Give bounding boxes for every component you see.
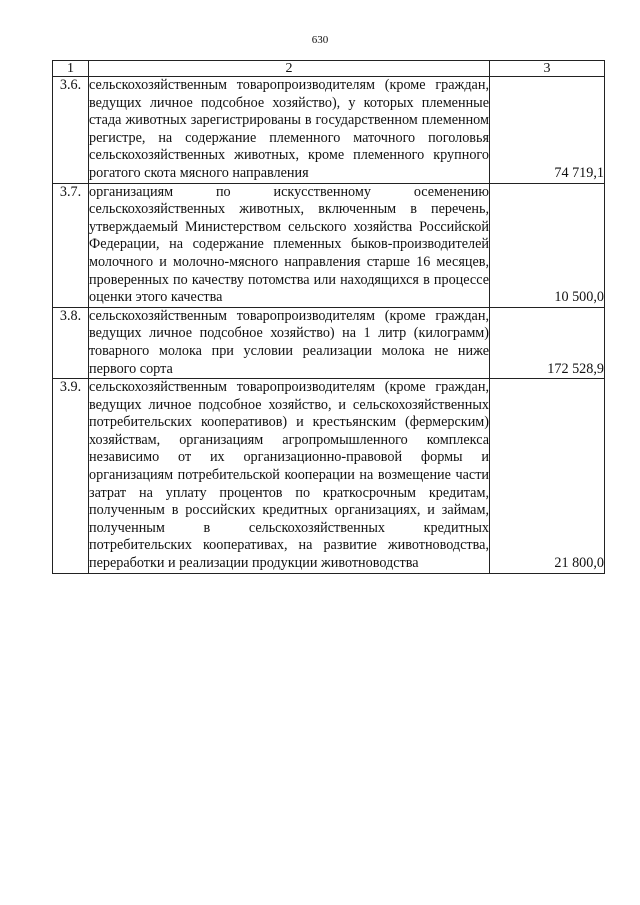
budget-table [52,60,605,574]
row-amount: 74 719,1 [490,77,605,184]
table-row [53,77,605,184]
table-row [53,307,605,378]
column-header-2: 2 [89,61,490,77]
row-description: сельскохозяйственным товаропроизводителям (кроме граждан, ведущих личное подсобное хозяйство, и сельскохозяйственных потребительских кооперативов) и крестьянским (фермерским) хозяйствам, организациям агропромышленного комплекса независимо от их организационно-правовой формы и организациям потребительской кооперации на возмещение части затрат на уплату процентов по краткосрочным кредитам, полученным в российских кредитных организациях, и займам, полученным в сельскохозяйственных кредитных потребительских кооперативах, на развитие животноводства, переработки и реализации продукции животноводства [89,379,490,574]
row-description: организациям по искусственному осеменению сельскохозяйственных животных, включенным в перечень, утверждаемый Министерством сельского хозяйства Российской Федерации, на содержание племенных быков-производителей молочного и молочно-мясного направления старше 16 месяцев, проверенных по качеству потомства или находящихся в процессе оценки этого качества [89,183,490,307]
row-description: сельскохозяйственным товаропроизводителям (кроме граждан, ведущих личное подсобное хозяйство), у которых племенные стада животных зарегистрированы в государственном племенном регистре, на содержание племенного маточного поголовья сельскохозяйственных животных, кроме племенного крупного рогатого скота мясного направления [89,77,490,184]
column-header-3: 3 [490,61,605,77]
page-number: 630 [311,34,329,46]
table-row [53,183,605,307]
table-row [53,379,605,574]
row-amount: 172 528,9 [490,307,605,378]
row-number: 3.6. [53,77,89,184]
table-header-row [53,61,605,77]
row-amount: 21 800,0 [490,379,605,574]
row-number: 3.8. [53,307,89,378]
column-header-1: 1 [53,61,89,77]
row-number: 3.9. [53,379,89,574]
row-amount: 10 500,0 [490,183,605,307]
row-number: 3.7. [53,183,89,307]
row-description: сельскохозяйственным товаропроизводителям (кроме граждан, ведущих личное подсобное хозяйство) на 1 литр (килограмм) товарного молока при условии реализации молока не ниже первого сорта [89,307,490,378]
